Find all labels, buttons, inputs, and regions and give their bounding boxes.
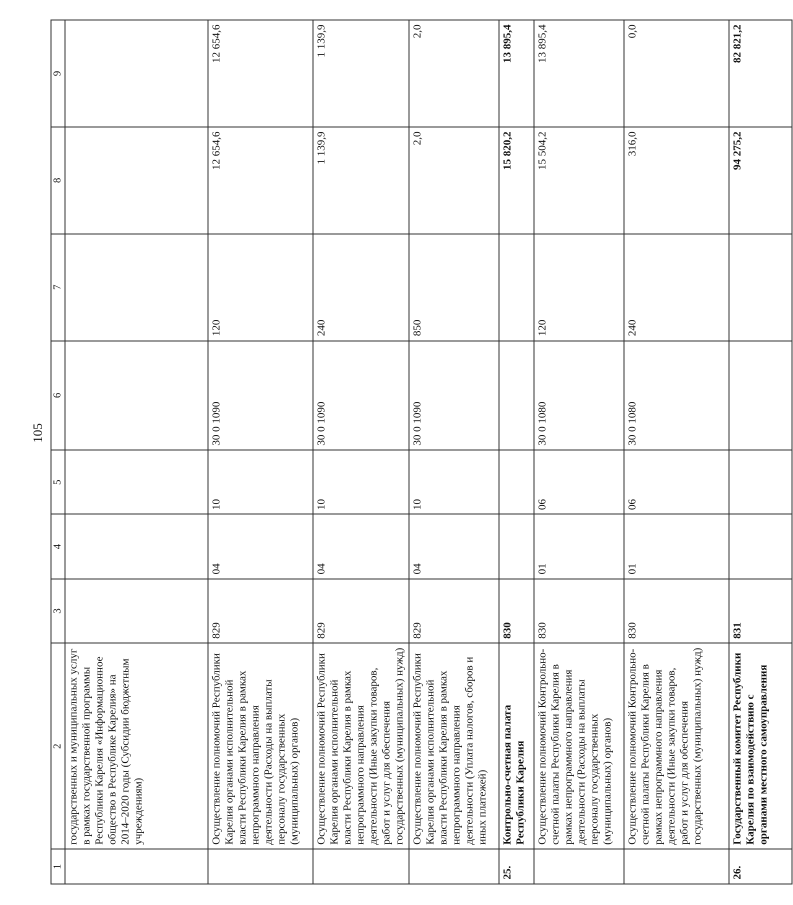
row-amount-1: 94 275,2 xyxy=(729,127,792,234)
table-row xyxy=(624,20,729,884)
row-amount-2: 13 895,4 xyxy=(534,20,624,127)
row-number xyxy=(208,849,313,884)
table-row xyxy=(499,20,534,884)
row-amount-2: 82 821,2 xyxy=(729,20,792,127)
header-col-8: 8 xyxy=(51,127,65,234)
row-target-article: 30 0 1080 xyxy=(624,341,729,450)
row-amount-2 xyxy=(65,20,208,127)
table-row xyxy=(534,20,624,884)
row-target-article xyxy=(65,341,208,450)
row-subsection xyxy=(729,450,792,514)
header-col-5: 5 xyxy=(51,450,65,514)
row-code: 829 xyxy=(409,579,499,643)
row-number xyxy=(313,849,409,884)
row-subsection: 06 xyxy=(534,450,624,514)
row-description: Государственный комитет Республики Карелия по взаимодействию с органами местного самоуправления xyxy=(729,643,792,849)
row-expense-type: 240 xyxy=(313,234,409,341)
row-amount-1: 15 504,2 xyxy=(534,127,624,234)
header-col-9: 9 xyxy=(51,20,65,127)
row-expense-type xyxy=(499,234,534,341)
row-subsection xyxy=(65,450,208,514)
row-description: Осуществление полномочий Республики Карелия органами исполнительной власти Республики Карелия в рамках непрограммного направления деятельности (Расходы на выплаты персоналу государственных (муниципальных) органов) xyxy=(208,643,313,849)
header-col-4: 4 xyxy=(51,514,65,578)
row-amount-2: 12 654,6 xyxy=(208,20,313,127)
row-section: 04 xyxy=(208,514,313,578)
row-target-article xyxy=(499,341,534,450)
budget-table xyxy=(51,20,793,885)
row-subsection: 10 xyxy=(409,450,499,514)
row-section xyxy=(499,514,534,578)
row-section: 01 xyxy=(624,514,729,578)
row-amount-1: 1 139,9 xyxy=(313,127,409,234)
rotated-page xyxy=(50,20,770,885)
row-code: 830 xyxy=(499,579,534,643)
row-description: Осуществление полномочий Контрольно-счетной палаты Республики Карелия в рамках непрограммного направления деятельности (Иные закупки товаров, работ и услуг для обеспечения государственных (муниципальных) нужд) xyxy=(624,643,729,849)
row-subsection: 06 xyxy=(624,450,729,514)
row-description: государственных и муниципальных услуг в рамках государственной программы Республики Карелия «Информационное общество в Республике Карелия» на 2014–2020 годы (Субсидии бюджетным учреждениям) xyxy=(65,643,208,849)
row-expense-type: 120 xyxy=(534,234,624,341)
row-expense-type xyxy=(729,234,792,341)
table-row xyxy=(313,20,409,884)
row-amount-2: 1 139,9 xyxy=(313,20,409,127)
row-number: 25. xyxy=(499,849,534,884)
row-subsection xyxy=(499,450,534,514)
row-amount-1: 12 654,6 xyxy=(208,127,313,234)
row-subsection: 10 xyxy=(208,450,313,514)
row-target-article xyxy=(729,341,792,450)
row-section: 01 xyxy=(534,514,624,578)
row-amount-2: 0,0 xyxy=(624,20,729,127)
row-code xyxy=(65,579,208,643)
header-col-3: 3 xyxy=(51,579,65,643)
row-target-article: 30 0 1090 xyxy=(409,341,499,450)
row-target-article: 30 0 1080 xyxy=(534,341,624,450)
header-col-7: 7 xyxy=(51,234,65,341)
row-code: 831 xyxy=(729,579,792,643)
row-code: 830 xyxy=(534,579,624,643)
row-section xyxy=(729,514,792,578)
row-number xyxy=(534,849,624,884)
row-expense-type: 120 xyxy=(208,234,313,341)
header-col-1: 1 xyxy=(51,849,65,884)
table-row xyxy=(729,20,792,884)
row-code: 829 xyxy=(313,579,409,643)
row-amount-2: 2,0 xyxy=(409,20,499,127)
row-code: 830 xyxy=(624,579,729,643)
table-header-row xyxy=(51,20,65,884)
row-amount-1: 15 820,2 xyxy=(499,127,534,234)
row-number xyxy=(624,849,729,884)
row-description: Контрольно-счетная палата Республики Карелия xyxy=(499,643,534,849)
page-number: 105 xyxy=(30,423,45,443)
row-section xyxy=(65,514,208,578)
row-description: Осуществление полномочий Контрольно-счетной палаты Республики Карелия в рамках непрограммного направления деятельности (Расходы на выплаты персоналу государственных (муниципальных) органов) xyxy=(534,643,624,849)
row-target-article: 30 0 1090 xyxy=(313,341,409,450)
table-row xyxy=(65,20,208,884)
row-section: 04 xyxy=(313,514,409,578)
row-amount-1 xyxy=(65,127,208,234)
table-row xyxy=(208,20,313,884)
row-code: 829 xyxy=(208,579,313,643)
row-subsection: 10 xyxy=(313,450,409,514)
row-target-article: 30 0 1090 xyxy=(208,341,313,450)
header-col-2: 2 xyxy=(51,643,65,849)
row-expense-type xyxy=(65,234,208,341)
row-amount-1: 316,0 xyxy=(624,127,729,234)
row-number xyxy=(409,849,499,884)
row-amount-2: 13 895,4 xyxy=(499,20,534,127)
table-row xyxy=(409,20,499,884)
budget-table-wrapper xyxy=(51,20,770,885)
row-expense-type: 240 xyxy=(624,234,729,341)
row-section: 04 xyxy=(409,514,499,578)
header-col-6: 6 xyxy=(51,341,65,450)
row-description: Осуществление полномочий Республики Карелия органами исполнительной власти Республики Карелия в рамках непрограммного направления деятельности (Уплата налогов, сборов и иных платежей) xyxy=(409,643,499,849)
row-amount-1: 2,0 xyxy=(409,127,499,234)
row-number: 26. xyxy=(729,849,792,884)
row-description: Осуществление полномочий Республики Карелия органами исполнительной власти Республики Карелия в рамках непрограммного направления деятельности (Иные закупки товаров, работ и услуг для обеспечения государственных (муниципальных) нужд) xyxy=(313,643,409,849)
row-number xyxy=(65,849,208,884)
row-expense-type: 850 xyxy=(409,234,499,341)
